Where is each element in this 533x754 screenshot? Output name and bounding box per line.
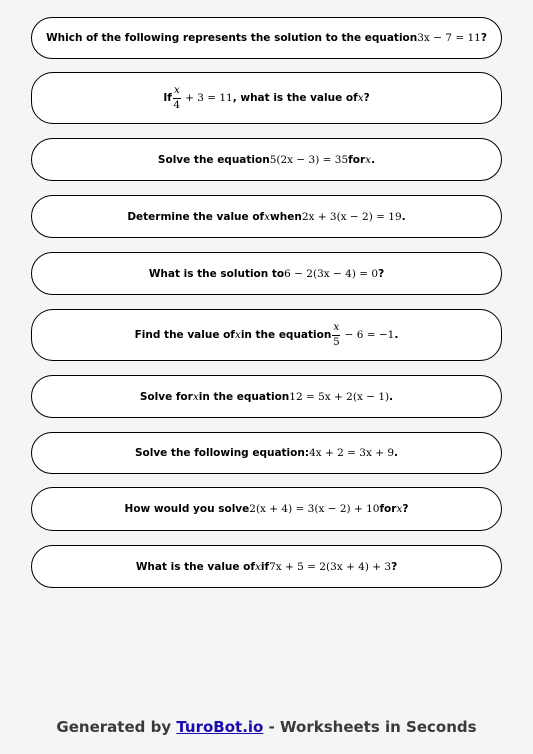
question-10-middle: if	[260, 560, 270, 573]
question-2-fraction	[173, 85, 181, 110]
question-7-prefix: Solve for	[139, 390, 193, 403]
question-7-suffix: .	[389, 390, 394, 403]
question-3-prefix: Solve the equation	[157, 153, 270, 166]
question-6-equation: − 6 = −1	[341, 329, 395, 341]
question-9-middle: for	[379, 503, 397, 515]
question-card-10	[31, 545, 502, 588]
question-6-middle: in the equation	[240, 329, 332, 341]
question-1-equation: 3x − 7 = 11	[417, 32, 481, 44]
question-3-variable: x	[365, 153, 372, 166]
question-8-suffix: .	[394, 447, 399, 459]
fraction-numerator: x	[332, 322, 340, 335]
question-text-5	[149, 268, 384, 280]
question-text-7	[140, 391, 393, 403]
question-3-middle: for	[348, 153, 366, 166]
question-card-8	[31, 432, 502, 474]
question-text-3	[158, 154, 375, 166]
question-text-2	[163, 85, 369, 110]
question-7-variable: x	[192, 390, 199, 403]
question-text-6	[135, 322, 399, 347]
question-3-suffix: .	[371, 153, 376, 166]
question-text-8	[135, 447, 398, 459]
question-card-4	[31, 195, 502, 238]
question-card-6	[31, 309, 502, 361]
question-1-suffix: ?	[480, 32, 487, 44]
question-card-2	[31, 72, 502, 124]
question-5-equation: 6 − 2(3x − 4) = 0	[284, 267, 379, 280]
question-8-equation: 4x + 2 = 3x + 9	[309, 447, 395, 459]
question-6-prefix: Find the value of	[134, 329, 235, 341]
question-4-variable: x	[264, 210, 271, 223]
question-9-suffix: ?	[402, 503, 409, 515]
question-10-prefix: What is the value of	[135, 560, 255, 573]
footer-prefix: Generated by	[56, 718, 177, 736]
question-text-10	[136, 561, 397, 573]
question-card-9	[31, 487, 502, 531]
question-8-prefix: Solve the following equation:	[134, 447, 310, 459]
turobot-link[interactable]: TuroBot.io	[176, 718, 264, 736]
fraction-numerator: x	[173, 85, 181, 98]
question-text-4	[127, 211, 405, 223]
question-6-variable: x	[234, 329, 241, 341]
question-2-suffix: ?	[363, 92, 370, 104]
question-2-variable: x	[357, 92, 364, 104]
question-10-suffix: ?	[391, 560, 398, 573]
question-3-equation: 5(2x − 3) = 35	[269, 153, 349, 166]
question-card-3	[31, 138, 502, 181]
question-4-suffix: .	[401, 210, 406, 223]
question-4-equation: 2x + 3(x − 2) = 19	[301, 210, 402, 223]
question-text-9	[125, 503, 409, 515]
question-2-equation: + 3 = 11	[181, 92, 233, 104]
question-9-variable: x	[396, 503, 403, 515]
question-4-prefix: Determine the value of	[127, 210, 265, 223]
question-7-equation: 12 = 5x + 2(x − 1)	[289, 390, 390, 403]
question-card-1	[31, 17, 502, 59]
question-9-prefix: How would you solve	[124, 503, 250, 515]
question-7-middle: in the equation	[198, 390, 290, 403]
question-4-middle: when	[270, 210, 302, 223]
fraction-denominator: 4	[173, 98, 181, 111]
question-card-7	[31, 375, 502, 418]
question-10-equation: 7x + 5 = 2(3x + 4) + 3	[269, 560, 392, 573]
question-6-suffix: .	[394, 329, 399, 341]
footer	[0, 718, 533, 736]
question-text-1	[46, 32, 487, 44]
fraction-denominator: 5	[332, 335, 340, 348]
question-5-suffix: ?	[378, 267, 385, 280]
question-10-variable: x	[254, 560, 261, 573]
footer-suffix: - Worksheets in Seconds	[263, 718, 477, 736]
question-2-middle: , what is the value of	[232, 92, 358, 104]
question-9-equation: 2(x + 4) = 3(x − 2) + 10	[249, 503, 380, 515]
question-card-5	[31, 252, 502, 295]
question-5-prefix: What is the solution to	[148, 267, 285, 280]
question-2-prefix: If	[163, 92, 172, 104]
question-1-prefix: Which of the following represents the solution to the equation	[46, 32, 418, 44]
question-6-fraction	[332, 322, 340, 347]
